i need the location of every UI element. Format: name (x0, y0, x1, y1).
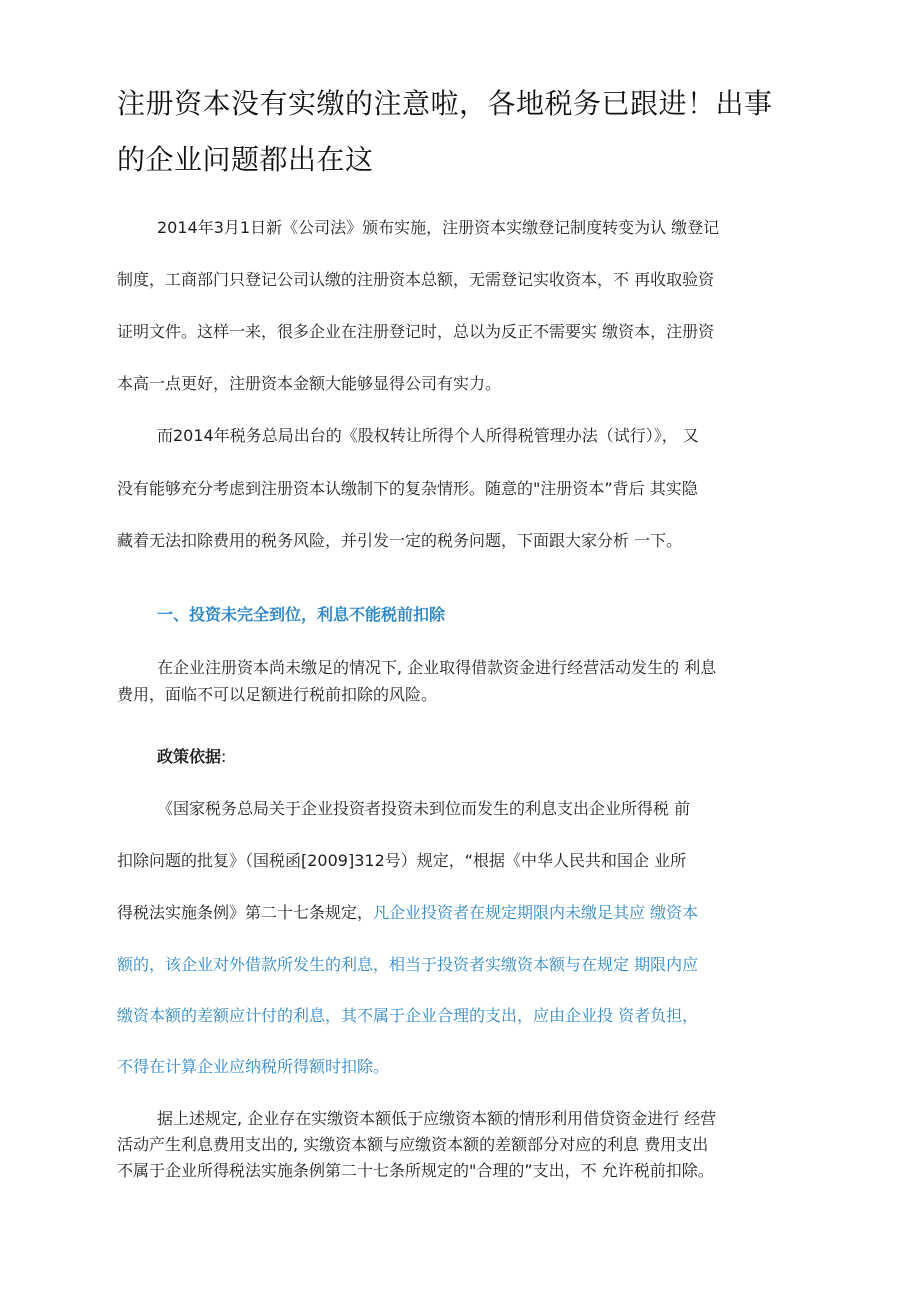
paragraph-1-line-4: 本高一点更好，注册资本金额大能够显得公司有实力。 (117, 374, 502, 393)
paragraph-1-line-1: 2014年3月1日新《公司法》颁布实施，注册资本实缴登记制度转变为认 缴登记 (157, 218, 720, 237)
paragraph-4-line-2: 扣除问题的批复》（国税函[2009]312号）规定，“根据《中华人民共和国企 业所 (117, 851, 687, 870)
paragraph-4-line-1: 《国家税务总局关于企业投资者投资未到位而发生的利息支出企业所得税 前 (157, 799, 691, 818)
policy-basis-text: 政策依据 (157, 747, 222, 766)
paragraph-1-line-3: 证明文件。这样一来，很多企业在注册登记时，总以为反正不需要实 缴资本，注册资 (117, 322, 715, 341)
paragraph-4-line-3-highlight: 凡企业投资者在规定期限内未缴足其应 缴资本 (373, 903, 699, 922)
paragraph-5-line-2: 活动产生利息费用支出的, 实缴资本额与应缴资本额的差额部分对应的利息 费用支出 (117, 1135, 709, 1154)
policy-basis-colon: : (221, 747, 227, 766)
paragraph-2-line-2: 没有能够充分考虑到注册资本认缴制下的复杂情形。随意的"注册资本”背后 其实隐 (117, 479, 698, 498)
document-title-line-1: 注册资本没有实缴的注意啦，各地税务已跟进！出事 (117, 87, 773, 120)
policy-basis-label (157, 747, 226, 767)
paragraph-4-line-3 (117, 903, 698, 923)
section-1-heading: 一、投资未完全到位，利息不能税前扣除 (157, 605, 446, 624)
paragraph-5-line-3: 不属于企业所得税法实施条例第二十七条所规定的"合理的”支出，不 允许税前扣除。 (117, 1161, 714, 1180)
paragraph-1-line-2: 制度，工商部门只登记公司认缴的注册资本总额，无需登记实收资本，不 再收取验资 (117, 270, 715, 289)
paragraph-3-line-1: 在企业注册资本尚未缴足的情况下, 企业取得借款资金进行经营活动发生的 利息 (157, 658, 717, 677)
paragraph-4-line-5: 缴资本额的差额应计付的利息，其不属于企业合理的支出，应由企业投 资者负担， (117, 1006, 699, 1025)
paragraph-5-line-1: 据上述规定, 企业存在实缴资本额低于应缴资本额的情形利用借贷资金进行 经营 (157, 1109, 717, 1128)
paragraph-2-line-1: 而2014年税务总局出台的《股权转让所得个人所得税管理办法（试行）》， 又 (157, 426, 699, 445)
paragraph-4-line-6: 不得在计算企业应纳税所得额时扣除。 (117, 1057, 390, 1076)
paragraph-2-line-3: 藏着无法扣除费用的税务风险，并引发一定的税务问题，下面跟大家分析 一下。 (117, 531, 683, 550)
document-title-line-2: 的企业问题都出在这 (117, 143, 374, 176)
paragraph-4-line-4: 额的，该企业对外借款所发生的利息，相当于投资者实缴资本额与在规定 期限内应 (117, 955, 699, 974)
paragraph-3-line-2: 费用，面临不可以足额进行税前扣除的风险。 (117, 685, 438, 704)
paragraph-4-line-3-plain: 得税法实施条例》第二十七条规定， (117, 903, 374, 922)
